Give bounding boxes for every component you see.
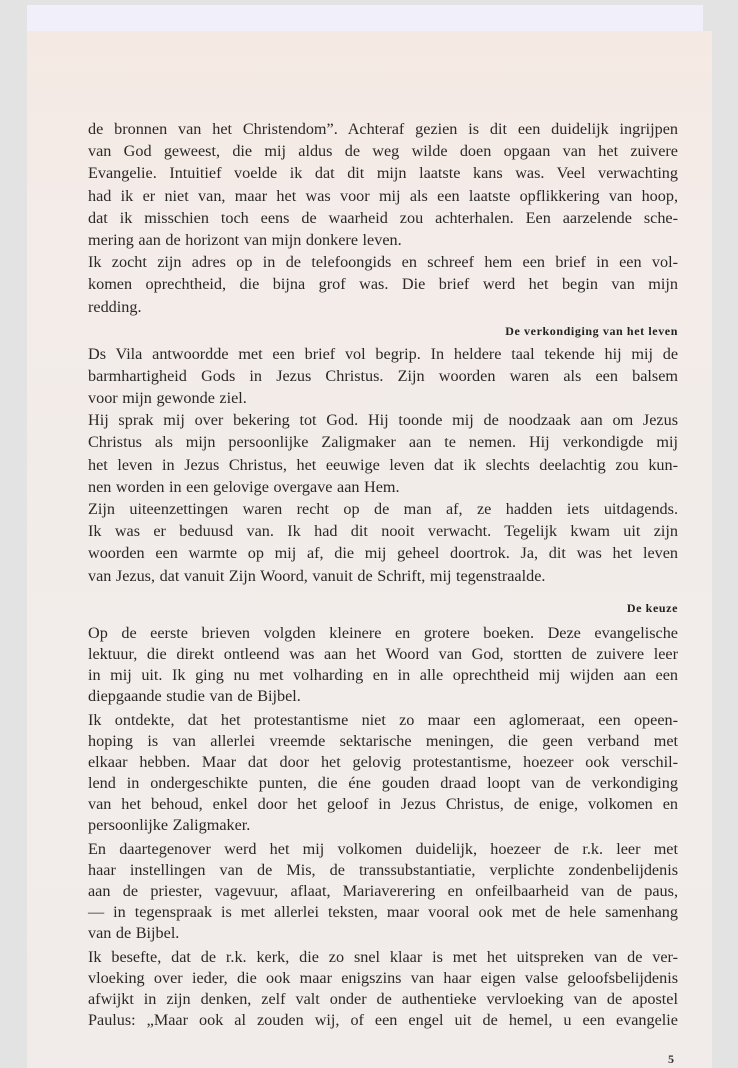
paragraph bbox=[88, 839, 678, 944]
text-line: Hij sprak mij over bekering tot God. Hij toonde mij de noodzaak aan om Jezus bbox=[88, 411, 678, 430]
text-line: de bronnen van het Christendom”. Achteraf gezien is dit een duidelijk ingrijpen bbox=[88, 120, 678, 138]
text-line: Zijn uiteenzettingen waren recht op de man af, ze hadden iets uitdagends. bbox=[88, 500, 678, 518]
text-line: het leven in Jezus Christus, het eeuwige leven dat ik slechts deelachtig zou kun- bbox=[88, 455, 678, 474]
text-line: Ik besefte, dat de r.k. kerk, die zo snel klaar is met het uitspreken van de ver- bbox=[88, 947, 678, 966]
text-line: nen worden in een gelovige overgave aan Hem. bbox=[88, 477, 400, 496]
paragraph bbox=[88, 343, 678, 410]
text-line: diepgaande studie van de Bijbel. bbox=[88, 686, 301, 705]
section bbox=[88, 597, 678, 1031]
paragraph bbox=[88, 409, 678, 498]
section-heading: De verkondiging van het leven bbox=[505, 323, 678, 338]
text-line: Ds Vila antwoordde met een brief vol begrip. In heldere taal tekende hij mij de bbox=[88, 344, 678, 363]
text-line: voor mijn gewonde ziel. bbox=[88, 389, 247, 408]
page-body-text bbox=[88, 118, 678, 1031]
text-line: van de Bijbel. bbox=[88, 923, 180, 942]
text-line: redding. bbox=[88, 297, 142, 316]
scan-top-band bbox=[27, 5, 703, 31]
text-line: van Jezus, dat vanuit Zijn Woord, vanuit de Schrift, mij tegenstraalde. bbox=[88, 566, 546, 585]
text-line: van God geweest, die mij aldus de weg wilde doen opgaan van het zuivere bbox=[88, 142, 678, 161]
text-line: had ik er niet van, maar het was voor mij als een laatste opflikkering van hoop, bbox=[88, 186, 678, 205]
text-line: woorden een warmte op mij af, die mij geheel doortrok. Ja, dit was het leven bbox=[88, 544, 678, 563]
text-line: En daartegenover werd het mij volkomen duidelijk, hoezeer de r.k. leer met bbox=[88, 839, 678, 858]
text-line: Christus als mijn persoonlijke Zaligmaker aan te nemen. Hij verkondigde mij bbox=[88, 433, 678, 452]
paragraph bbox=[88, 947, 678, 1031]
text-line: dat ik misschien toch eens de waarheid zou achterhalen. Een aarzelende sche- bbox=[88, 208, 678, 227]
text-line: mering aan de horizont van mijn donkere leven. bbox=[88, 230, 402, 249]
text-line: — in tegenspraak is met allerlei teksten, maar vooral ook met de hele samenhang bbox=[88, 902, 678, 921]
text-line: persoonlijke Zaligmaker. bbox=[88, 815, 251, 834]
text-line: Ik ontdekte, dat het protestantisme niet zo maar een aglomeraat, een opeen- bbox=[88, 710, 678, 729]
text-line: elkaar hebben. Maar dat door het gelovig protestantisme, hoezeer ook verschil- bbox=[88, 752, 678, 771]
section bbox=[88, 320, 678, 587]
paragraph bbox=[88, 498, 678, 587]
text-line: afwijkt in zijn denken, zelf valt onder de authentieke vervloeking van de apostel bbox=[88, 989, 678, 1008]
page-number: 5 bbox=[668, 1052, 674, 1066]
paragraph bbox=[88, 710, 678, 836]
text-line: Paulus: „Maar ook al zouden wij, of een engel uit de hemel, u een evangelie bbox=[88, 1010, 678, 1029]
section-heading: De keuze bbox=[626, 600, 678, 615]
text-line: lend in ondergeschikte punten, die éne gouden draad loopt van de verkondiging bbox=[88, 773, 678, 792]
text-line: komen oprechtheid, die bijna grof was. Die brief werd het begin van mijn bbox=[88, 275, 678, 294]
text-line: haar instellingen van de Mis, de transsubstantiatie, verplichte zondenbelijdenis bbox=[88, 860, 678, 879]
text-line: van het behoud, enkel door het geloof in Jezus Christus, de enige, volkomen en bbox=[88, 794, 678, 813]
section bbox=[88, 118, 678, 318]
paragraph bbox=[88, 118, 678, 251]
text-line: barmhartigheid Gods in Jezus Christus. Zijn woorden waren als een balsem bbox=[88, 366, 678, 385]
text-line: Ik was er beduusd van. Ik had dit nooit verwacht. Tegelijk kwam uit zijn bbox=[88, 522, 678, 541]
paragraph bbox=[88, 251, 678, 318]
text-line: Op de eerste brieven volgden kleinere en grotere boeken. Deze evangelische bbox=[88, 623, 678, 642]
text-line: in mij uit. Ik ging nu met volharding en in alle oprechtheid mij wijden aan een bbox=[88, 665, 678, 684]
text-line: hoping is van allerlei vreemde sektarische meningen, die geen verband met bbox=[88, 731, 678, 750]
text-line: Ik zocht zijn adres op in de telefoongids en schreef hem een brief in een vol- bbox=[88, 253, 678, 272]
paragraph bbox=[88, 623, 678, 707]
text-line: aan de priester, vagevuur, aflaat, Mariaverering en onfeilbaarheid van de paus, bbox=[88, 881, 678, 900]
text-line: vloeking over ieder, die ook maar enigszins van haar eigen valse geloofsbelijdenis bbox=[88, 968, 678, 987]
text-line: lektuur, die direkt ontleend was aan het Woord van God, stortten de zuivere leer bbox=[88, 644, 678, 663]
text-line: Evangelie. Intuitief voelde ik dat dit mijn laatste kans was. Veel verwachting bbox=[88, 164, 678, 183]
